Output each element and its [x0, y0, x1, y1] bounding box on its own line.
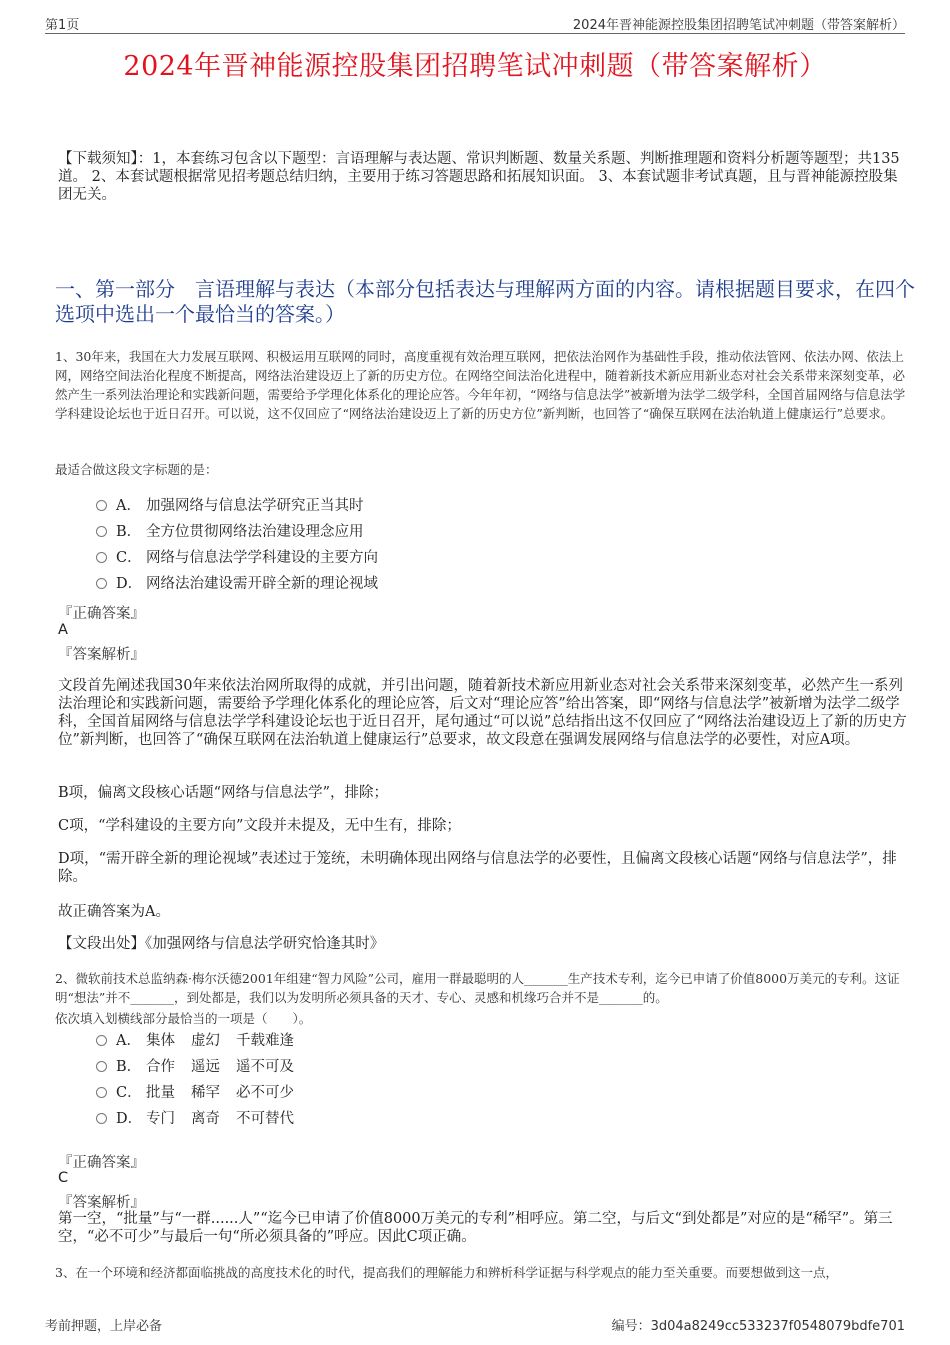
q1-analysis-b: B项，偏离文段核心话题“网络与信息法学”，排除； — [58, 785, 388, 801]
q1-analysis-c: C项，“学科建设的主要方向”文段并未提及，无中生有，排除； — [58, 818, 461, 834]
q2-prompt: 依次填入划横线部分最恰当的一项是（ ）。 — [55, 1011, 312, 1026]
q1-analysis-main: 文段首先阐述我国30年来依法治网所取得的成就，并引出问题，随着新技术新应用新业态对社会关系带来深刻变革，必然产生一系列法治理论和实践新问题，需要给予学理化体系化的理论应答，后文对“理论应答”给出答案，即“网络与信息法学”被新增为法学二级学科，全国首届网络与信息法学学科建设论坛也于近日召开，尾句通过“可以说”总结指出这不仅回应了“网络法治建设迈上了新的历史方位”新判断，也回答了“确保互联网在法治轨道上健康运行”总要求，故文段意在强调发展网络与信息法学的必要性，对应A项。 — [58, 678, 907, 748]
q1-analysis-conclusion: 故正确答案为A。 — [58, 904, 170, 920]
radio-icon[interactable] — [96, 1113, 107, 1124]
q1-analysis-mark: 『答案解析』 — [58, 647, 145, 663]
footer-slogan: 考前押题，上岸必备 — [45, 1319, 163, 1334]
q1-source: 【文段出处】《加强网络与信息法学研究恰逢其时》 — [58, 936, 385, 952]
radio-icon[interactable] — [96, 500, 107, 511]
radio-icon[interactable] — [96, 1035, 107, 1046]
q1-option-a[interactable]: A． 加强网络与信息法学研究正当其时 — [96, 495, 364, 517]
q2-analysis-mark: 『答案解析』 — [58, 1195, 145, 1211]
section-heading: 一、第一部分 言语理解与表达（本部分包括表达与理解两方面的内容。请根据题目要求，在四个选项中选出一个最恰当的答案。） — [55, 277, 915, 326]
radio-icon[interactable] — [96, 1061, 107, 1072]
q1-option-d[interactable]: D． 网络法治建设需开辟全新的理论视域 — [96, 573, 378, 595]
q2-answer-mark: 『正确答案』 — [58, 1155, 145, 1171]
document-title: 2024年晋神能源控股集团招聘笔试冲刺题（带答案解析） — [123, 51, 827, 82]
radio-icon[interactable] — [96, 552, 107, 563]
q3-stem: 3、在一个环境和经济都面临挑战的高度技术化的时代，提高我们的理解能力和辨析科学证据与科学观点的能力至关重要。而要想做到这一点， — [55, 1265, 838, 1280]
q2-answer: C — [58, 1170, 69, 1186]
q2-option-d[interactable]: D． 专门 离奇 不可替代 — [96, 1108, 310, 1130]
q1-stem: 1、30年来，我国在大力发展互联网、积极运用互联网的同时，高度重视有效治理互联网，把依法治网作为基础性手段，推动依法管网、依法办网、依法上网，网络空间法治化程度不断提高，网络法治建设迈上了新的历史方位。在网络空间法治化进程中，随着新技术新应用新业态对社会关系带来深刻变革，必然产生一系列法治理论和实践新问题，需要给予学理化体系化的理论应答。今年年初，“网络与信息法学”被新增为法学二级学科，全国首届网络与信息法学学科建设论坛也于近日召开。可以说，这不仅回应了“网络法治建设迈上了新的历史方位”新判断，也回答了“确保互联网在法治轨道上健康运行”总要求。 — [55, 349, 906, 421]
download-notice: 【下载须知】：1，本套练习包含以下题型：言语理解与表达题、常识判断题、数量关系题、判断推理题和资料分析题等题型；共135道。 2、本套试题根据常见招考题总结归纳，主要用于练习答题思路和拓展知识面。 3、本套试题非考试真题，且与晋神能源控股集团无关。 — [58, 151, 900, 203]
page-number: 第1页 — [45, 18, 80, 33]
q2-stem: 2、微软前技术总监纳森·梅尔沃德2001年组建“智力风险”公司，雇用一群最聪明的人_______生产技术专利，迄今已申请了价值8000万美元的专利。这证明“想法”并不_______，到处都是，我们以为发明所必须具备的天才、专心、灵感和机缘巧合并不是_______的。 — [55, 971, 900, 1005]
q2-option-b[interactable]: B． 合作 遥远 遥不可及 — [96, 1056, 310, 1078]
q1-answer: A — [58, 622, 68, 638]
radio-icon[interactable] — [96, 578, 107, 589]
q1-option-b[interactable]: B． 全方位贯彻网络法治建设理念应用 — [96, 521, 364, 543]
q1-prompt: 最适合做这段文字标题的是： — [55, 462, 218, 477]
document-code: 3d04a8249cc533237f0548079bdfe701 — [650, 1319, 905, 1334]
footer-code: 编号：3d04a8249cc533237f0548079bdfe701 — [611, 1319, 905, 1334]
q1-analysis-d: D项，“需开辟全新的理论视域”表述过于笼统，未明确体现出网络与信息法学的必要性，且偏离文段核心话题“网络与信息法学”，排除。 — [58, 851, 897, 885]
radio-icon[interactable] — [96, 1087, 107, 1098]
header-rule — [45, 33, 905, 34]
q2-analysis: 第一空，“批量”与“一群......人”“迄今已申请了价值8000万美元的专利”相呼应。第二空，与后文“到处都是”对应的是“稀罕”。第三空，“必不可少”与最后一句“所必须具备的”呼应。因此C项正确。 — [58, 1211, 893, 1245]
radio-icon[interactable] — [96, 526, 107, 537]
q1-answer-mark: 『正确答案』 — [58, 606, 145, 622]
q2-option-c[interactable]: C． 批量 稀罕 必不可少 — [96, 1082, 310, 1104]
running-title: 2024年晋神能源控股集团招聘笔试冲刺题（带答案解析） — [572, 18, 905, 33]
q1-option-c[interactable]: C． 网络与信息法学学科建设的主要方向 — [96, 547, 378, 569]
q2-option-a[interactable]: A． 集体 虚幻 千载难逢 — [96, 1030, 310, 1052]
